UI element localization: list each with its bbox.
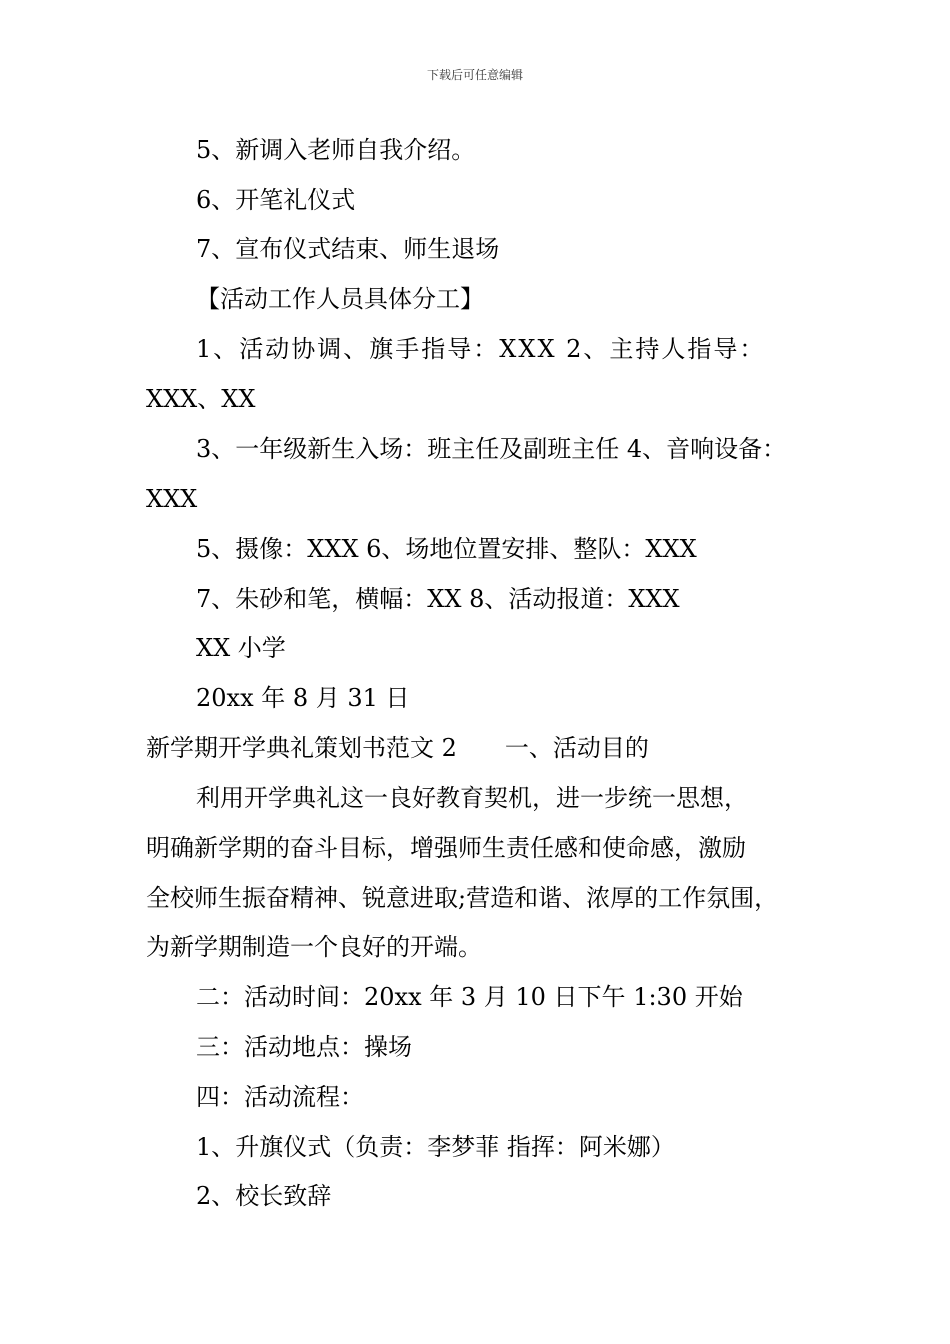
signature-date: 20xx 年 8 月 31 日: [196, 684, 410, 712]
section-heading: 【活动工作人员具体分工】: [196, 285, 484, 313]
text-line: 全校师生振奋精神、锐意进取;营造和谐、浓厚的工作氛围，: [146, 884, 779, 912]
essay-title-line: 新学期开学典礼策划书范文 2 一、活动目的: [146, 734, 649, 762]
text-line: 3、一年级新生入场：班主任及副班主任 4、音响设备：: [196, 435, 787, 463]
signature-school: XX 小学: [196, 634, 286, 662]
text-line: 7、宣布仪式结束、师生退场: [196, 235, 500, 263]
text-line: 四：活动流程：: [196, 1083, 364, 1111]
text-line: 5、摄像：XXX 6、场地位置安排、整队：XXX: [196, 535, 697, 563]
text-line: 利用开学典礼这一良好教育契机，进一步统一思想，: [196, 784, 748, 812]
text-line: 2、校长致辞: [196, 1182, 332, 1210]
text-line: 6、开笔礼仪式: [196, 186, 356, 214]
text-line: 为新学期制造一个良好的开端。: [146, 933, 482, 961]
text-line: 二：活动时间：20xx 年 3 月 10 日下午 1:30 开始: [196, 983, 743, 1011]
text-line: 明确新学期的奋斗目标，增强师生责任感和使命感，激励: [146, 834, 746, 862]
text-line: 7、朱砂和笔，横幅：XX 8、活动报道：XXX: [196, 585, 680, 613]
text-line: XXX: [146, 485, 198, 513]
text-line: 1、活动协调、旗手指导：XXX 2、主持人指导：: [196, 335, 766, 363]
header-note: 下载后可任意编辑: [426, 68, 523, 82]
text-line: XXX、XX: [146, 385, 256, 413]
text-line: 1、升旗仪式（负责：李梦菲 指挥：阿米娜）: [196, 1133, 675, 1161]
text-line: 5、新调入老师自我介绍。: [196, 136, 476, 164]
text-line: 三：活动地点：操场: [196, 1033, 412, 1061]
